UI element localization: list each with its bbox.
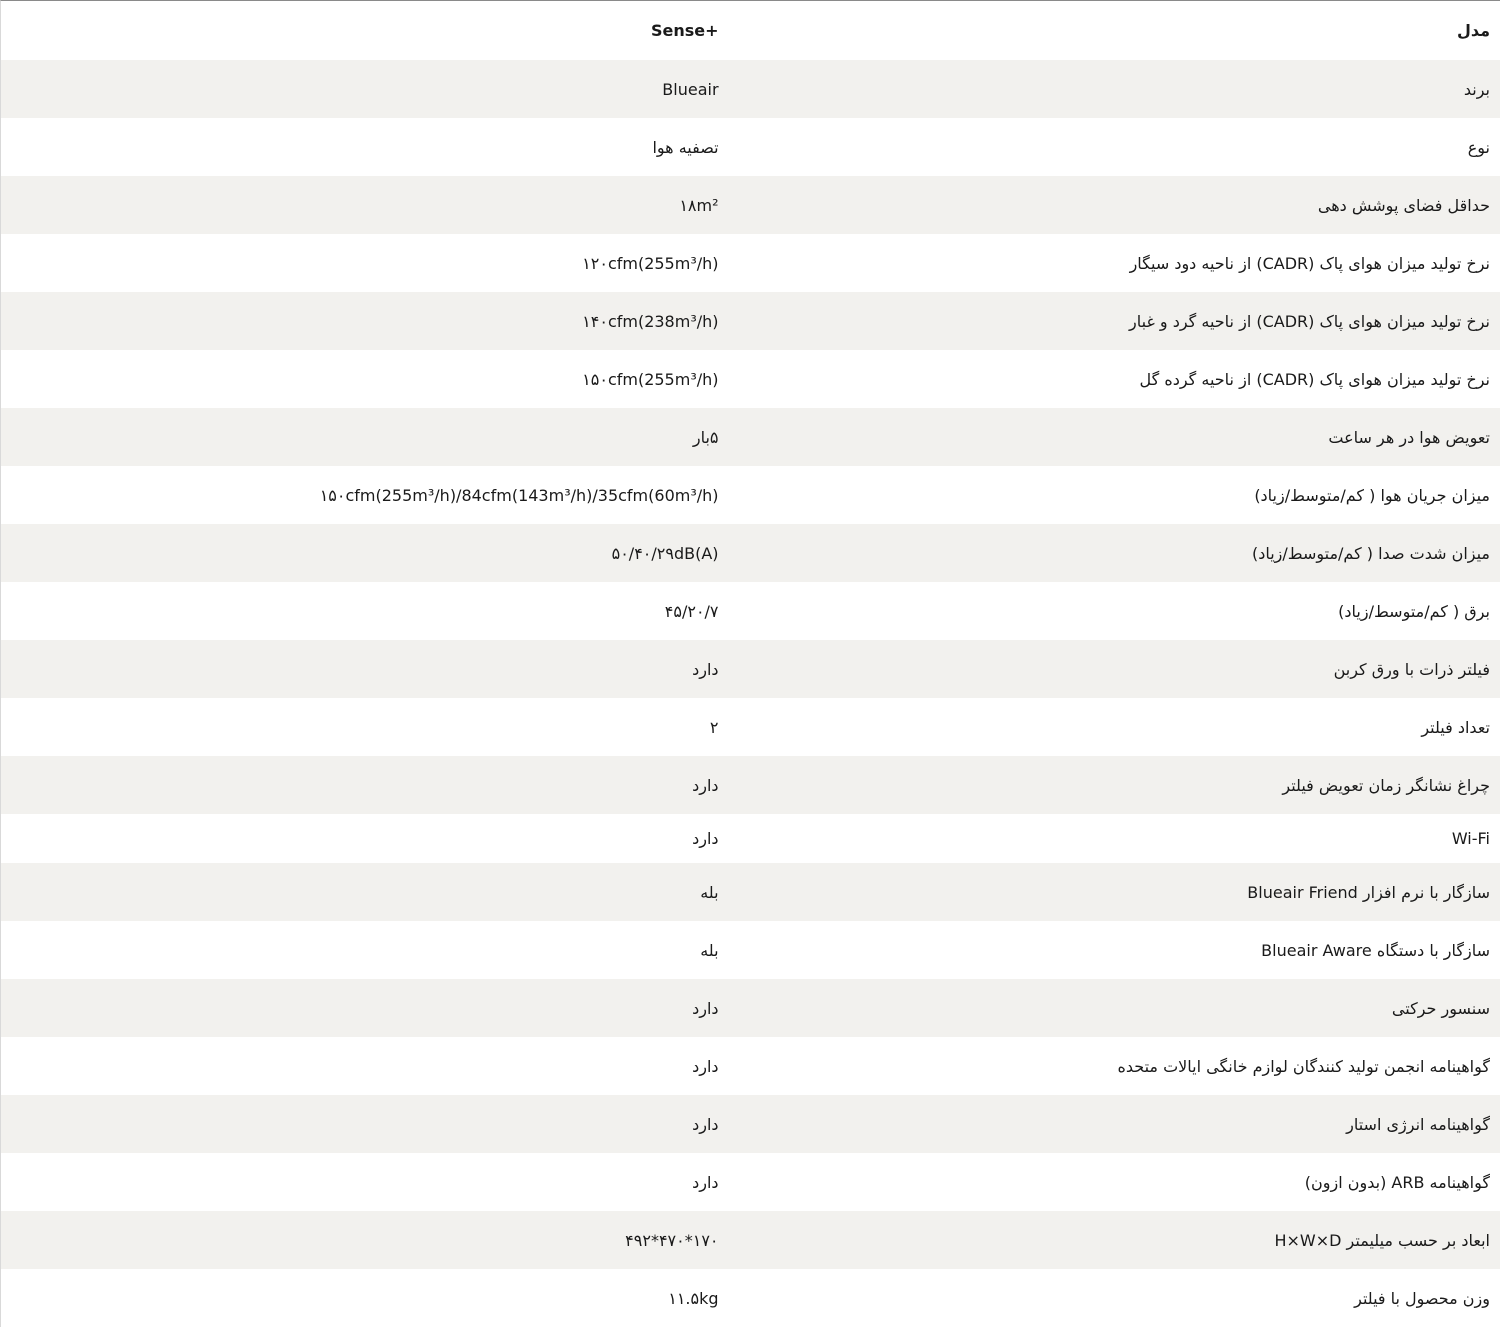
row-value: دارد — [692, 829, 719, 848]
row-label: فیلتر ذرات با ورق کربن — [1333, 659, 1490, 679]
row-value: ۴۵/۲۰/۷ — [664, 601, 719, 621]
table-row — [1, 698, 1500, 756]
table-row — [1, 1269, 1500, 1327]
table-row — [1, 814, 1500, 863]
row-value: Sense+ — [650, 21, 719, 40]
row-label: سازگار با نرم افزار Blueair Friend — [1247, 882, 1490, 902]
table-row — [1, 756, 1500, 814]
table-row — [1, 350, 1500, 408]
table-row — [1, 60, 1500, 118]
row-value: دارد — [692, 1056, 719, 1076]
row-value: دارد — [692, 775, 719, 795]
row-value: ۵بار — [692, 427, 719, 447]
row-label: گواهینامه انجمن تولید کنندگان لوازم خانگی ایالات متحده — [1117, 1056, 1490, 1076]
table-row — [1, 176, 1500, 234]
row-value: دارد — [692, 1172, 719, 1192]
row-label: نوع — [1467, 137, 1490, 157]
row-label: Wi-Fi — [1451, 829, 1490, 848]
row-value: ۱۸m² — [679, 195, 719, 215]
table-row — [1, 408, 1500, 466]
row-label: وزن محصول با فیلتر — [1354, 1288, 1490, 1308]
table-row — [1, 979, 1500, 1037]
table-row — [1, 1095, 1500, 1153]
row-value: ۴۹۲*۴۷۰*۱۷۰ — [625, 1230, 719, 1250]
table-row — [1, 1153, 1500, 1211]
row-value: ۱۵۰cfm(255m³/h) — [582, 369, 719, 389]
row-label: تعویض هوا در هر ساعت — [1328, 427, 1490, 447]
table-row — [1, 524, 1500, 582]
table-row — [1, 1211, 1500, 1269]
row-value: Blueair — [662, 79, 719, 99]
table-row-model — [1, 1, 1500, 60]
row-value: ۱۲۰cfm(255m³/h) — [582, 253, 719, 273]
row-value: ۱۵۰cfm(255m³/h)/84cfm(143m³/h)/35cfm(60m³/h) — [319, 485, 719, 505]
row-value: ۲ — [709, 717, 719, 737]
row-label: گواهینامه ARB (بدون ازون) — [1304, 1172, 1490, 1192]
table-row — [1, 863, 1500, 921]
row-value: دارد — [692, 659, 719, 679]
row-label: نرخ تولید میزان هوای پاک (CADR) از ناحیه گرد و غبار — [1129, 311, 1490, 331]
row-label: حداقل فضای پوشش دهی — [1317, 195, 1490, 215]
row-value: ۵۰/۴۰/۲۹dB(A) — [611, 543, 719, 563]
row-value: دارد — [692, 1114, 719, 1134]
row-label: مدل — [1456, 21, 1490, 40]
row-value: بله — [700, 940, 719, 960]
row-label: نرخ تولید میزان هوای پاک (CADR) از ناحیه دود سیگار — [1129, 253, 1490, 273]
table-row — [1, 921, 1500, 979]
row-label: سنسور حرکتی — [1391, 998, 1490, 1018]
table-row — [1, 640, 1500, 698]
table-row — [1, 118, 1500, 176]
table-row — [1, 234, 1500, 292]
row-label: سازگار با دستگاه Blueair Aware — [1261, 940, 1490, 960]
row-label: نرخ تولید میزان هوای پاک (CADR) از ناحیه گرده گل — [1139, 369, 1490, 389]
row-label: گواهینامه انرژی استار — [1346, 1114, 1490, 1134]
row-label: چراغ نشانگر زمان تعویض فیلتر — [1282, 775, 1490, 795]
table-row — [1, 582, 1500, 640]
row-label: برند — [1463, 79, 1490, 99]
row-value: بله — [700, 882, 719, 902]
row-label: برق ( کم/متوسط/زیاد) — [1338, 601, 1490, 621]
row-value: ۱۱.۵kg — [668, 1288, 719, 1308]
row-value: ۱۴۰cfm(238m³/h) — [582, 311, 719, 331]
table-row — [1, 1037, 1500, 1095]
table-row — [1, 292, 1500, 350]
row-value: تصفیه هوا — [652, 137, 719, 157]
row-label: ابعاد بر حسب میلیمتر H×W×D — [1274, 1230, 1490, 1250]
row-label: تعداد فیلتر — [1421, 717, 1490, 737]
table-row — [1, 466, 1500, 524]
row-value: دارد — [692, 998, 719, 1018]
row-label: میزان شدت صدا ( کم/متوسط/زیاد) — [1251, 543, 1490, 563]
row-label: میزان جریان هوا ( کم/متوسط/زیاد) — [1254, 485, 1490, 505]
